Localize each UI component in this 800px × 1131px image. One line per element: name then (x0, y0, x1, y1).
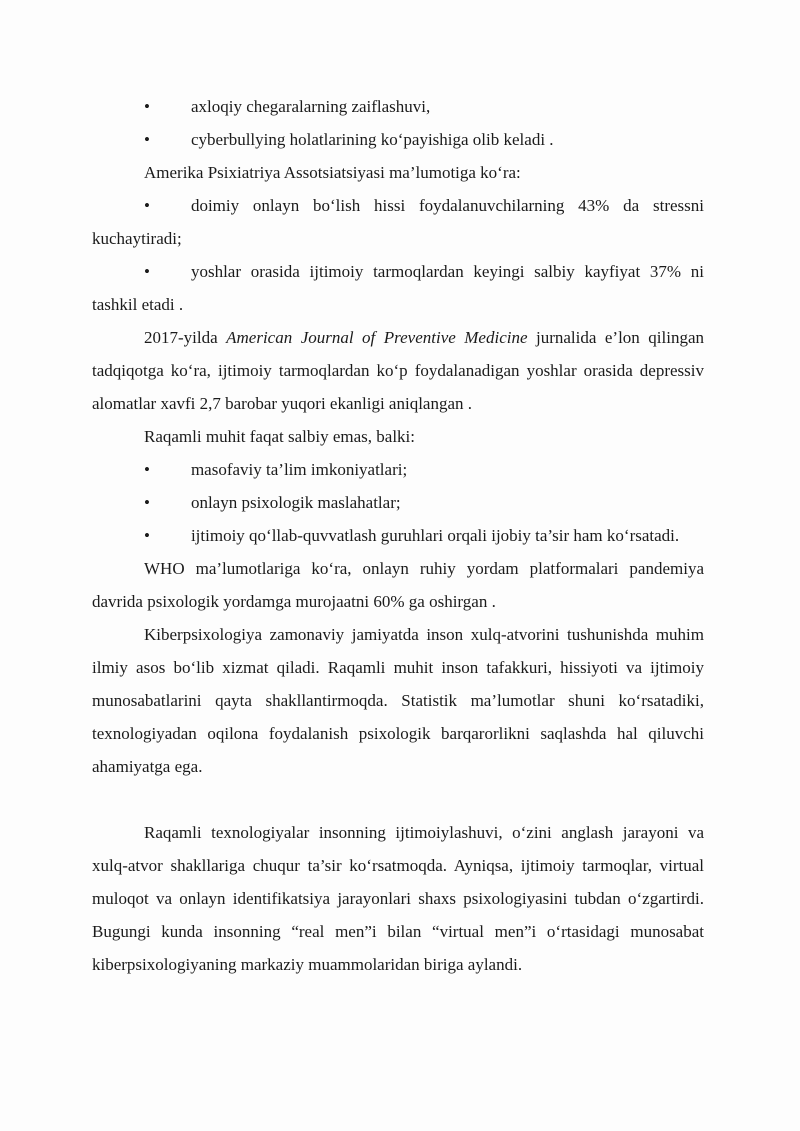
bullet-icon: • (144, 97, 150, 116)
bullet-text: ijtimoiy qo‘llab-quvvatlash guruhlari orqali ijobiy ta’sir ham ko‘rsatadi. (190, 526, 680, 545)
bullet-item (92, 189, 704, 255)
bullet-item (92, 255, 704, 321)
paragraph: WHO ma’lumotlariga ko‘ra, onlayn ruhiy yordam platformalari pandemiya davrida psixologik yordamga murojaatni 60% ga oshirgan . (92, 559, 704, 611)
empty-line (92, 783, 704, 816)
paragraph: Raqamli texnologiyalar insonning ijtimoiylashuvi, o‘zini anglash jarayoni va xulq-atvor shakllariga chuqur ta’sir ko‘rsatmoqda. Ayniqsa, ijtimoiy tarmoqlar, virtual muloqot va onlayn identifikatsiya jarayonlari shaxs psixologiyasini tubdan o‘zgartirdi. Bugungi kunda insonning “real men”i bilan “virtual men”i o‘rtasidagi munosabat kiberpsixologiyaning markaziy muammolaridan biriga aylandi. (92, 823, 704, 974)
bullet-item (92, 519, 704, 552)
paragraph (92, 321, 704, 420)
paragraph-text: 2017-yilda (144, 328, 227, 347)
bullet-icon: • (144, 130, 150, 149)
paragraph: Amerika Psixiatriya Assotsiatsiyasi ma’lumotiga ko‘ra: (144, 163, 521, 182)
bullet-text: cyberbullying holatlarining ko‘payishiga olib keladi . (190, 130, 554, 149)
paragraph: Kiberpsixologiya zamonaviy jamiyatda inson xulq-atvorini tushunishda muhim ilmiy asos bo‘lib xizmat qiladi. Raqamli muhit inson tafakkuri, hissiyoti va ijtimoiy munosabatlarini qayta shakllantirmoqda. Statistik ma’lumotlar shuni ko‘rsatadiki, texnologiyadan oqilona foydalanish psixologik barqarorlikni saqlashda hal qiluvchi ahamiyatga ega. (92, 625, 704, 776)
bullet-icon: • (144, 460, 150, 479)
bullet-text: doimiy onlayn bo‘lish hissi foydalanuvchilarning 43% da stressni kuchaytiradi; (92, 196, 704, 248)
bullet-item (92, 453, 704, 486)
bullet-icon: • (144, 493, 150, 512)
bullet-icon: • (144, 526, 150, 545)
bullet-icon: • (144, 196, 150, 215)
bullet-item (92, 123, 704, 156)
journal-title-italic: American Journal of Preventive Medicine (226, 328, 528, 347)
bullet-icon: • (144, 262, 150, 281)
bullet-item (92, 90, 704, 123)
bullet-item (92, 486, 704, 519)
bullet-text: yoshlar orasida ijtimoiy tarmoqlardan keyingi salbiy kayfiyat 37% ni tashkil etadi . (92, 262, 704, 314)
bullet-text: axloqiy chegaralarning zaiflashuvi, (190, 97, 431, 116)
paragraph-text: jurnalida e’lon qilingan tadqiqotga ko‘ra, ijtimoiy tarmoqlardan ko‘p foydalanadigan yoshlar orasida depressiv alomatlar xavfi 2,7 barobar yuqori ekanligi aniqlangan . (92, 328, 704, 413)
paragraph: Raqamli muhit faqat salbiy emas, balki: (144, 427, 415, 446)
bullet-text: masofaviy ta’lim imkoniyatlari; (190, 460, 408, 479)
document-content (92, 90, 704, 981)
bullet-text: onlayn psixologik maslahatlar; (190, 493, 401, 512)
